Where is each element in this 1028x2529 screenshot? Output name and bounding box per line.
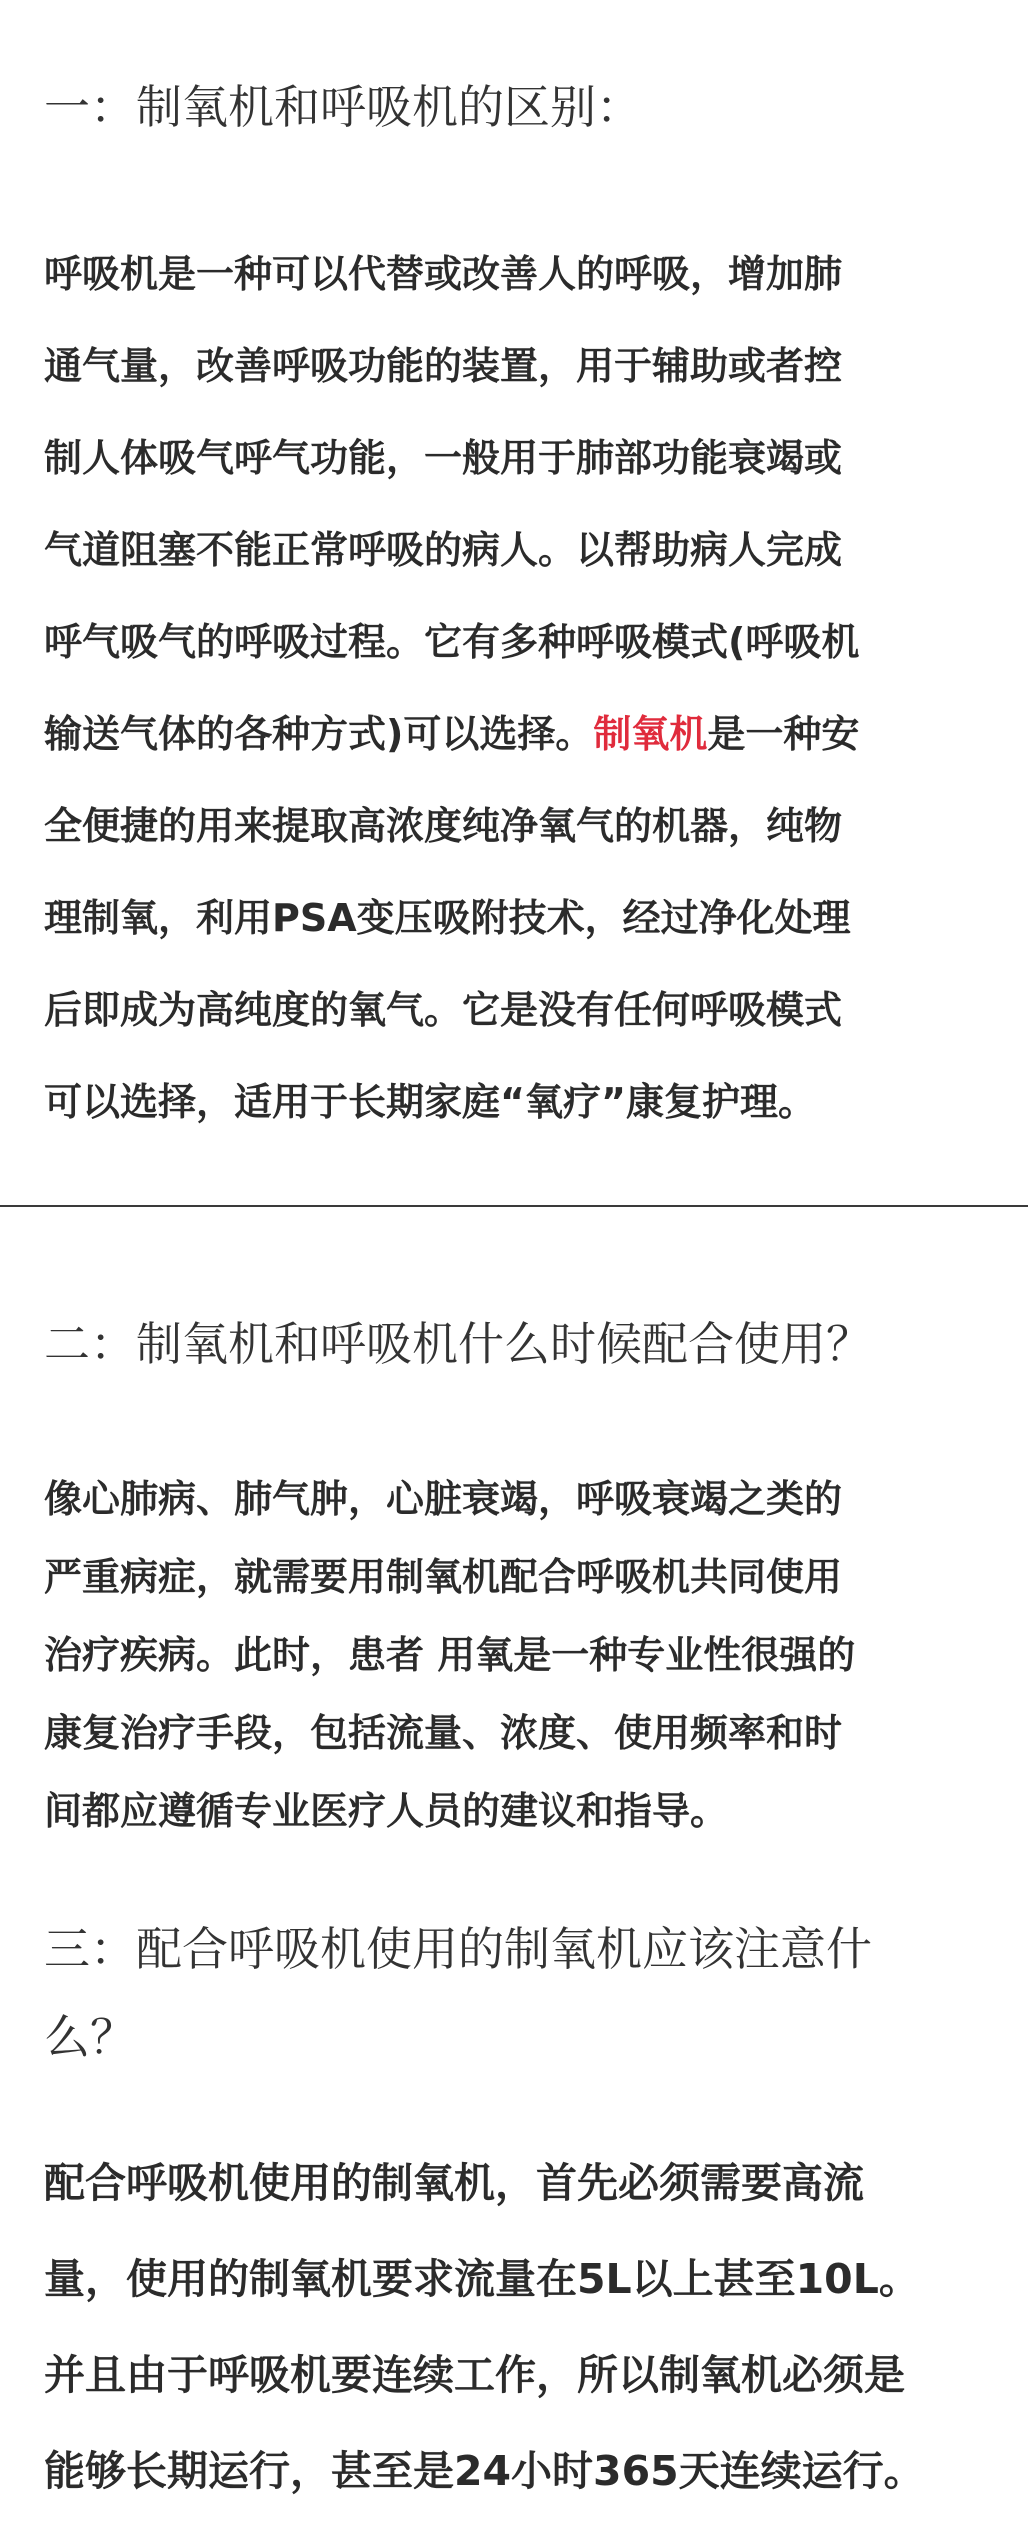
paragraph-line: 全便捷的用来提取高浓度纯净氧气的机器，纯物 — [44, 804, 843, 848]
section-3-paragraph — [44, 2135, 925, 2519]
paragraph-line: 后即成为高纯度的氧气。它是没有任何呼吸模式 — [44, 988, 843, 1032]
line-text-before: 输送气体的各种方式)可以选择。 — [44, 712, 594, 756]
paragraph-line: 像心肺病、肺气肿，心脏衰竭，呼吸衰竭之类的 — [44, 1477, 843, 1521]
paragraph-line: 治疗疾病。此时，患者 用氧是一种专业性很强的 — [44, 1633, 856, 1677]
paragraph-line: 能够长期运行，甚至是24小时365天连续运行。 — [44, 2447, 925, 2495]
paragraph-line: 通气量，改善呼吸功能的装置，用于辅助或者控 — [44, 344, 843, 388]
paragraph-line: 呼气吸气的呼吸过程。它有多种呼吸模式(呼吸机 — [44, 620, 860, 664]
paragraph-line: 并且由于呼吸机要连续工作，所以制氧机必须是 — [44, 2351, 905, 2399]
section-3-heading — [44, 1905, 872, 2081]
heading-line: 三：配合呼吸机使用的制氧机应该注意什 — [44, 1922, 872, 1976]
heading-line: 么？ — [44, 2010, 136, 2064]
paragraph-line: 严重病症，就需要用制氧机配合呼吸机共同使用 — [44, 1555, 843, 1599]
paragraph-line: 呼吸机是一种可以代替或改善人的呼吸，增加肺 — [44, 252, 843, 296]
paragraph-line: 制人体吸气呼气功能，一般用于肺部功能衰竭或 — [44, 436, 843, 480]
paragraph-line-with-highlight — [44, 688, 859, 780]
paragraph-line: 可以选择，适用于长期家庭“氧疗”康复护理。 — [44, 1080, 816, 1124]
section-1-paragraph — [44, 228, 859, 1148]
paragraph-line: 康复治疗手段，包括流量、浓度、使用频率和时 — [44, 1711, 843, 1755]
paragraph-line: 间都应遵循专业医疗人员的建议和指导。 — [44, 1789, 729, 1833]
paragraph-line: 理制氧，利用PSA变压吸附技术，经过净化处理 — [44, 896, 851, 940]
paragraph-line: 配合呼吸机使用的制氧机，首先必须需要高流 — [44, 2159, 864, 2207]
paragraph-line: 量，使用的制氧机要求流量在5L以上甚至10L。 — [44, 2255, 920, 2303]
line-text-after: 是一种安 — [707, 712, 860, 756]
highlight-keyword: 制氧机 — [593, 712, 708, 756]
section-2-heading: 二：制氧机和呼吸机什么时候配合使用？ — [44, 1317, 872, 1371]
section-divider — [0, 1205, 1028, 1207]
paragraph-line: 气道阻塞不能正常呼吸的病人。以帮助病人完成 — [44, 528, 843, 572]
section-2-paragraph — [44, 1460, 855, 1850]
section-1-heading: 一：制氧机和呼吸机的区别： — [44, 80, 642, 134]
